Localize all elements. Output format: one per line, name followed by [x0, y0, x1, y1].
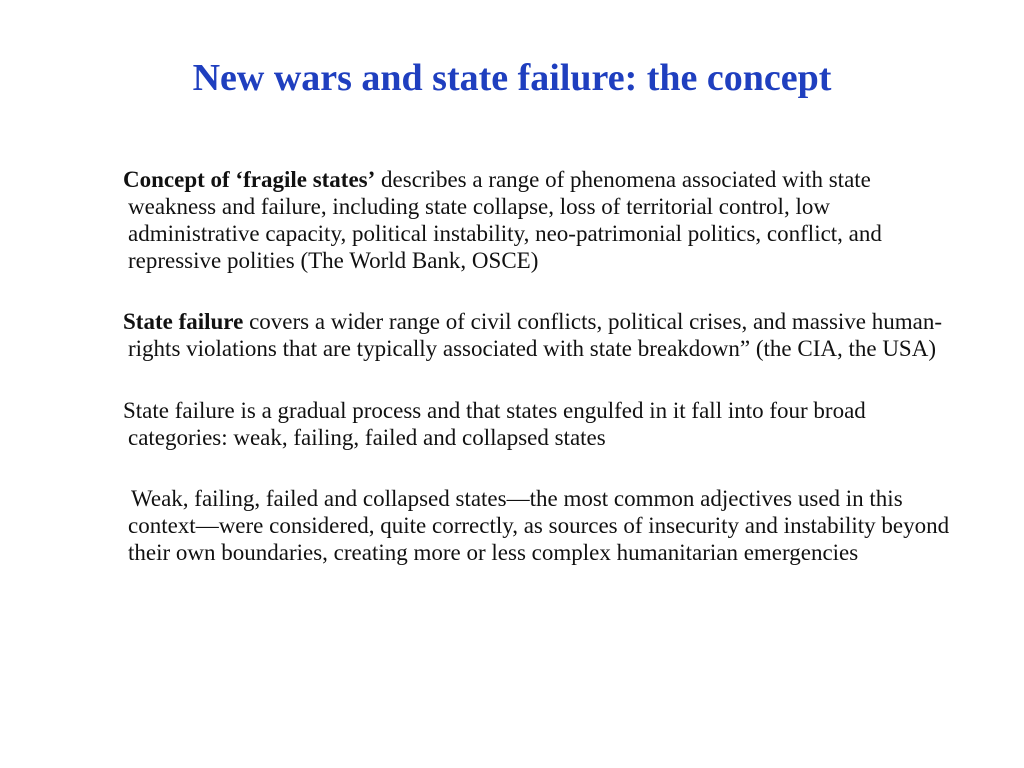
- paragraph-text: covers a wider range of civil conflicts, political crises, and massive human-rights violations that are typically associated with state breakdown” (the CIA, the USA): [128, 309, 943, 361]
- paragraph-weak-failing-states: [123, 485, 953, 566]
- paragraph-fragile-states: [123, 166, 953, 274]
- paragraph-gradual-process: [123, 397, 953, 451]
- paragraph-lead: State failure: [123, 309, 244, 334]
- paragraph-text: State failure is a gradual process and that states engulfed in it fall into four broad categories: weak, failing, failed and collapsed states: [123, 398, 866, 450]
- slide-body: [123, 166, 953, 599]
- paragraph-text: Weak, failing, failed and collapsed states—the most common adjectives used in this context—were considered, quite correctly, as sources of insecurity and instability beyond their own boundaries, creating more or less complex humanitarian emergencies: [128, 486, 950, 565]
- slide-title: New wars and state failure: the concept: [192, 57, 832, 99]
- paragraph-lead: Concept of ‘fragile states’: [123, 167, 376, 192]
- paragraph-state-failure: [123, 308, 953, 362]
- paragraph-text: describes a range of phenomena associated with state weakness and failure, including state collapse, loss of territorial control, low administrative capacity, political instability, neo-patrimonial politics, conflict, and repressive polities (The World Bank, OSCE): [128, 167, 882, 273]
